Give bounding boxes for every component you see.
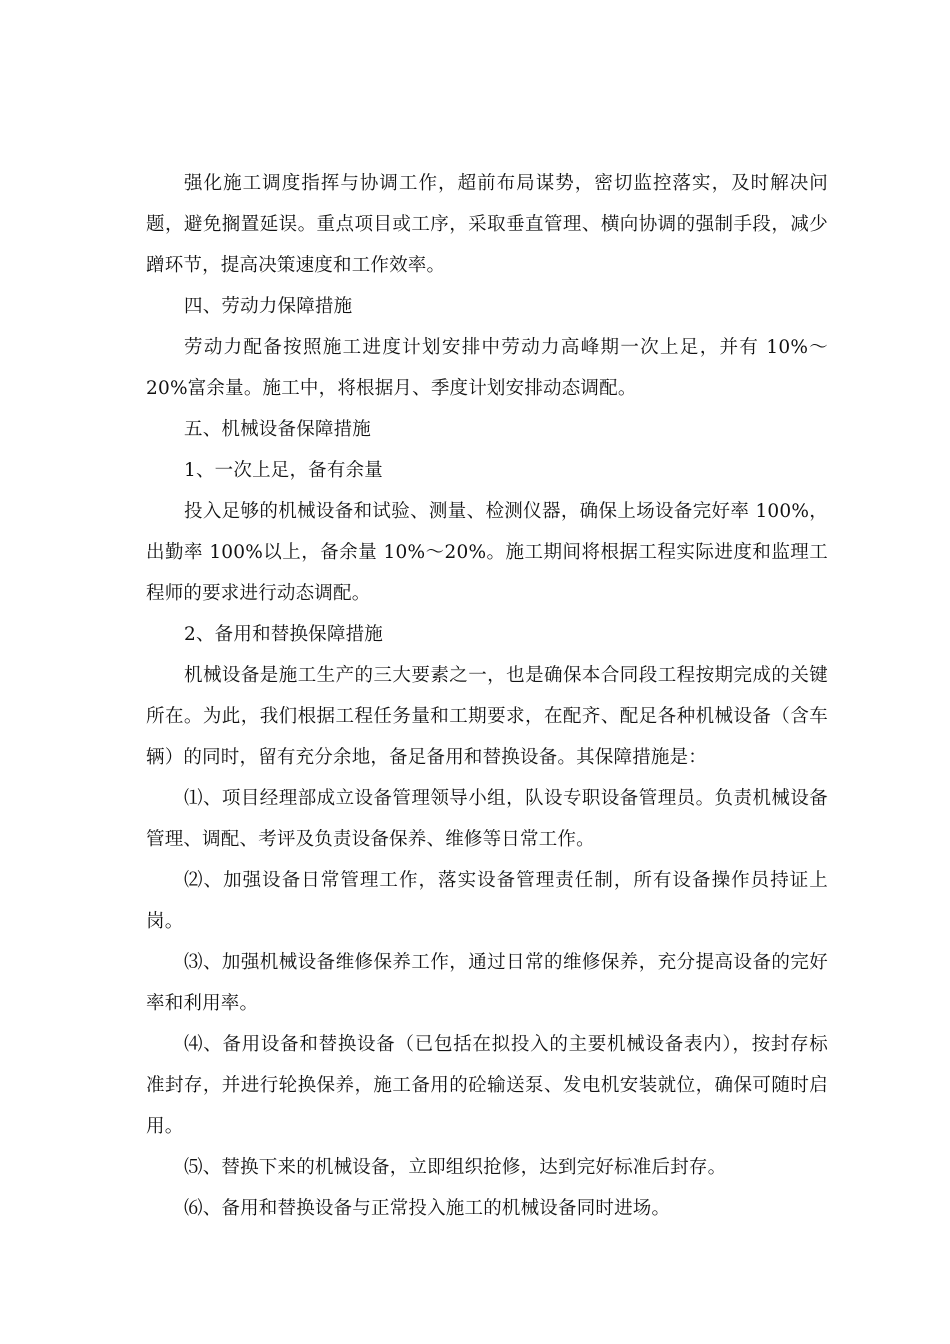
paragraph-equipment-supply: 投入足够的机械设备和试验、测量、检测仪器，确保上场设备完好率 100%，出勤率 100%以上，备余量 10%～20%。施工期间将根据工程实际进度和监理工程师的要求进行动态调配。 xyxy=(146,501,828,604)
paragraph-labor: 劳动力配备按照施工进度计划安排中劳动力高峰期一次上足，并有 10%～20%富余量。施工中，将根据月、季度计划安排动态调配。 xyxy=(146,337,828,399)
list-item-4: ⑷、备用设备和替换设备（已包括在拟投入的主要机械设备表内），按封存标准封存，并进行轮换保养，施工备用的砼输送泵、发电机安装就位，确保可随时启用。 xyxy=(146,1034,828,1137)
heading-labor-measures: 四、劳动力保障措施 xyxy=(184,296,353,317)
subheading-backup-replacement: 2、备用和替换保障措施 xyxy=(184,624,383,645)
list-item-6: ⑹、备用和替换设备与正常投入施工的机械设备同时进场。 xyxy=(184,1198,671,1219)
list-item-1: ⑴、项目经理部成立设备管理领导小组，队设专职设备管理员。负责机械设备管理、调配、考评及负责设备保养、维修等日常工作。 xyxy=(146,788,828,850)
paragraph-equipment-importance: 机械设备是施工生产的三大要素之一，也是确保本合同段工程按期完成的关键所在。为此，我们根据工程任务量和工期要求，在配齐、配足各种机械设备（含车辆）的同时，留有充分余地，备足备用和替换设备。其保障措施是： xyxy=(146,665,828,768)
heading-equipment-measures: 五、机械设备保障措施 xyxy=(184,419,372,440)
subheading-one-time-supply: 1、一次上足，备有余量 xyxy=(184,460,383,481)
document-body xyxy=(146,163,828,1229)
list-item-5: ⑸、替换下来的机械设备，立即组织抢修，达到完好标准后封存。 xyxy=(184,1157,727,1178)
list-item-3: ⑶、加强机械设备维修保养工作，通过日常的维修保养，充分提高设备的完好率和利用率。 xyxy=(146,952,828,1014)
list-item-2: ⑵、加强设备日常管理工作，落实设备管理责任制，所有设备操作员持证上岗。 xyxy=(146,870,828,932)
paragraph-scheduling: 强化施工调度指挥与协调工作，超前布局谋势，密切监控落实，及时解决问题，避免搁置延误。重点项目或工序，采取垂直管理、横向协调的强制手段，减少蹭环节，提高决策速度和工作效率。 xyxy=(146,173,828,276)
